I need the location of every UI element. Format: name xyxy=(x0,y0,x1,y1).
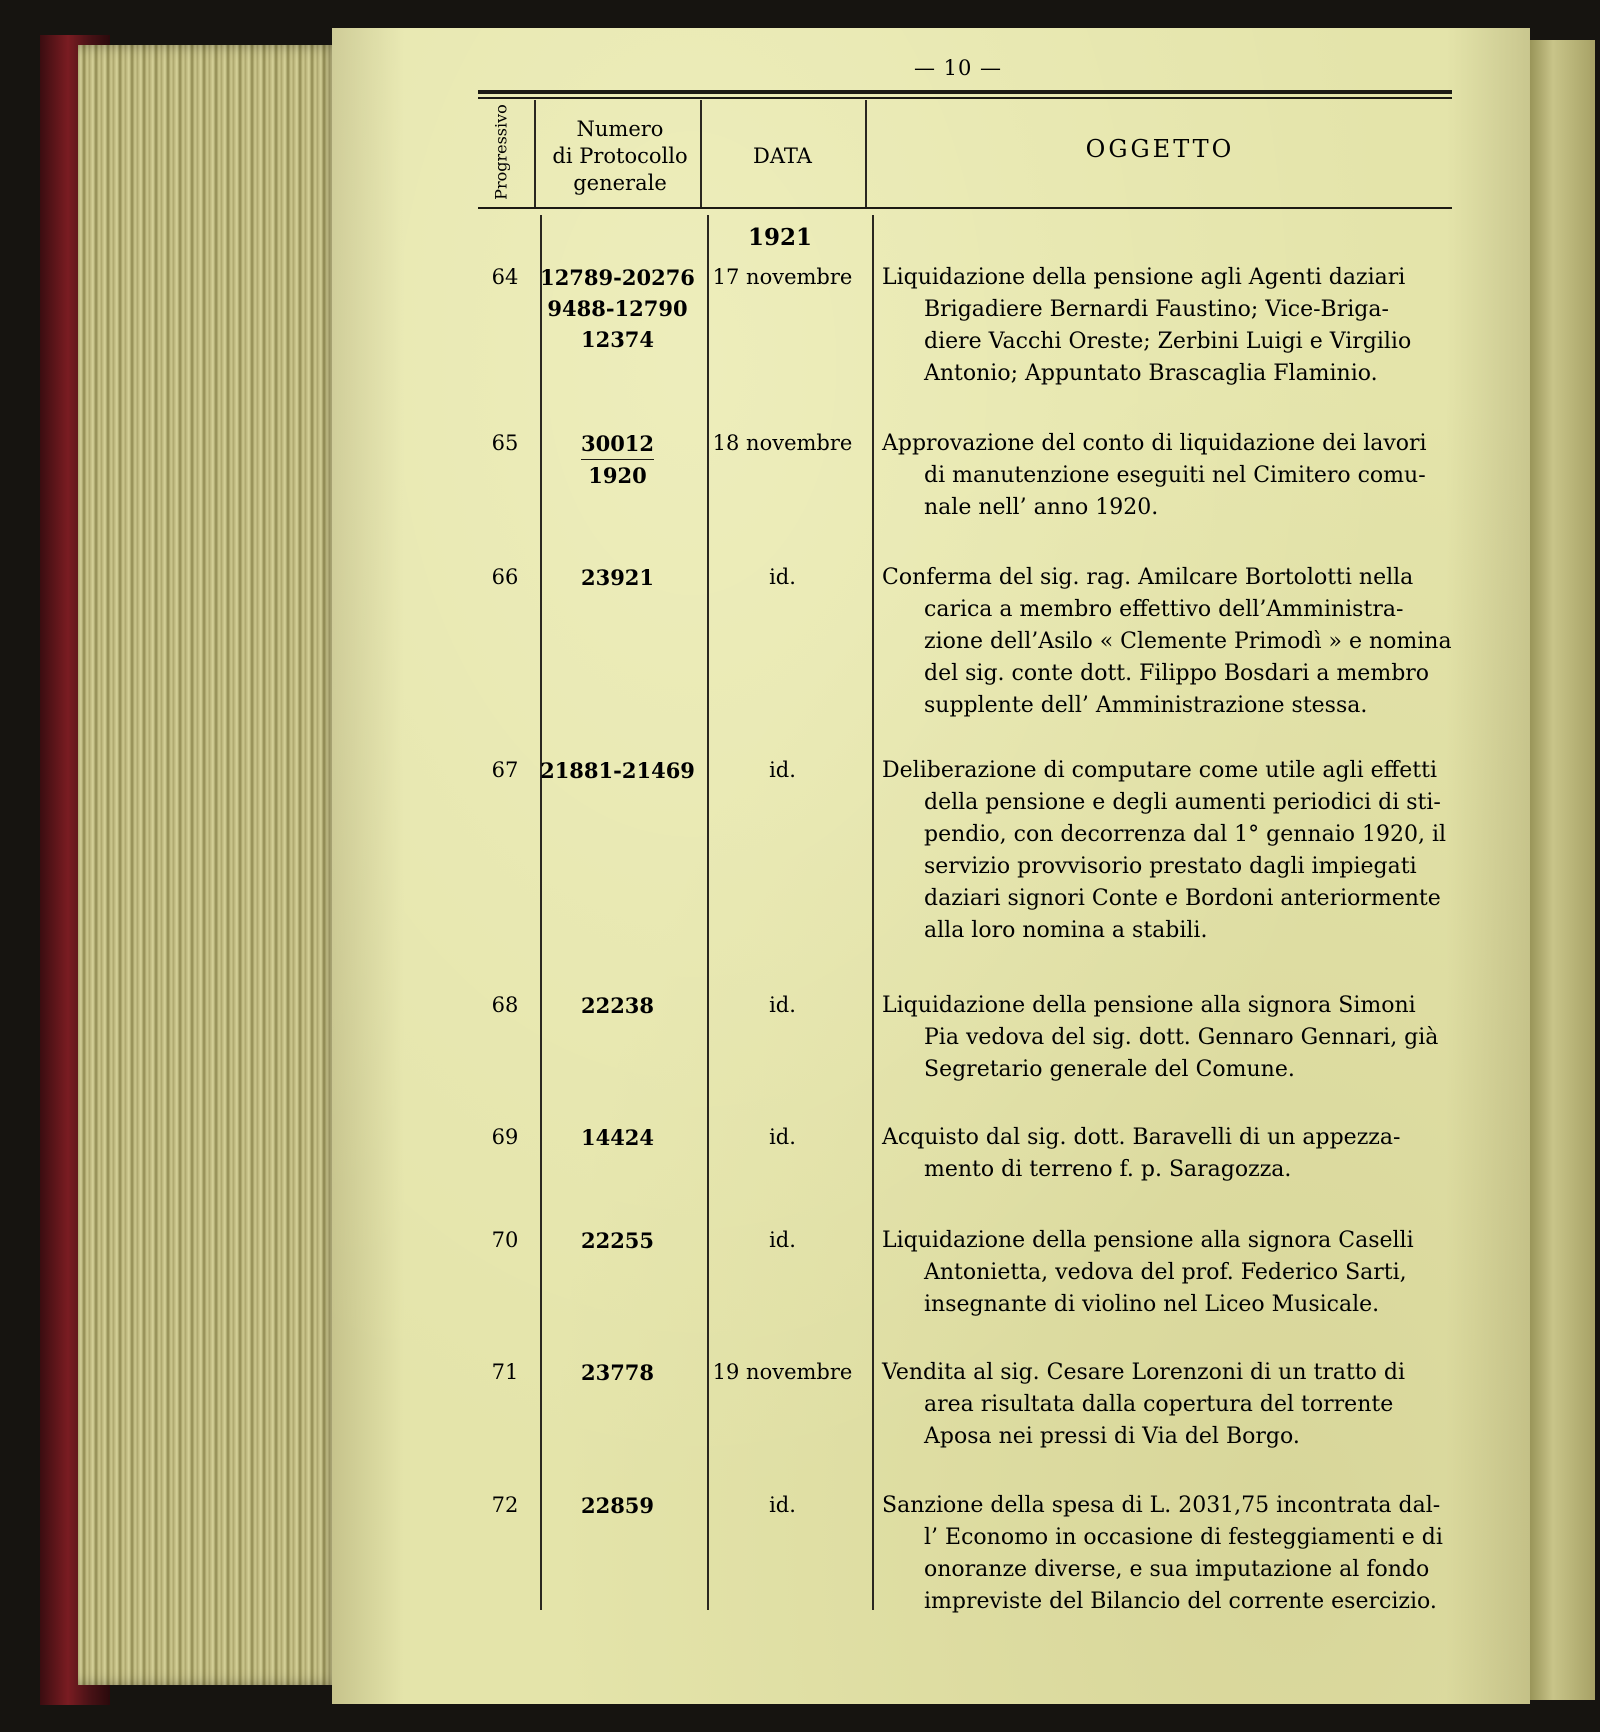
oggetto-line: di manutenzione eseguiti nel Cimitero comu- xyxy=(924,463,1426,488)
oggetto-line: nale nell’ anno 1920. xyxy=(924,495,1159,520)
row-oggetto xyxy=(882,755,1455,947)
oggetto-line: Acquisto dal sig. dott. Baravelli di un appezza- xyxy=(882,1125,1401,1150)
protocol-number: 22859 xyxy=(580,1493,655,1518)
row-data: 19 novembre xyxy=(712,1360,853,1384)
column-divider xyxy=(707,215,709,1610)
oggetto-line: zione dell’Asilo « Clemente Primodì » e nomina xyxy=(924,629,1452,654)
protocol-number: 23921 xyxy=(580,565,655,590)
row-data: id. xyxy=(769,758,796,782)
row-oggetto xyxy=(882,1357,1455,1453)
row-numero-protocollo xyxy=(535,1490,700,1521)
oggetto-line: Liquidazione della pensione agli Agenti daziari xyxy=(882,265,1406,290)
header-numero-line: Numero xyxy=(576,117,664,141)
oggetto-line: Deliberazione di computare come utile agli effetti xyxy=(882,758,1437,783)
row-numero-protocollo xyxy=(535,755,700,786)
protocol-number: 23778 xyxy=(580,1360,655,1385)
header-progressivo-label: Progressivo xyxy=(491,104,511,200)
oggetto-line: Aposa nei pressi di Via del Borgo. xyxy=(924,1424,1300,1449)
row-oggetto xyxy=(882,262,1455,390)
row-data: 17 novembre xyxy=(712,265,853,289)
header-divider xyxy=(534,100,536,207)
protocol-number: 21881-21469 xyxy=(540,758,695,783)
row-progressivo: 67 xyxy=(491,758,519,782)
oggetto-line: Sanzione della spesa di L. 2031,75 incontrata dal- xyxy=(882,1493,1441,1518)
oggetto-line: insegnante di violino nel Liceo Musicale. xyxy=(924,1292,1380,1317)
row-progressivo: 65 xyxy=(491,431,519,455)
row-oggetto xyxy=(882,1225,1455,1321)
page-stack-edge xyxy=(78,45,340,1685)
oggetto-line: Antonio; Appuntato Brascaglia Flaminio. xyxy=(924,361,1378,386)
oggetto-line: alla loro nomina a stabili. xyxy=(924,918,1208,943)
oggetto-line: Liquidazione della pensione alla signora Caselli xyxy=(882,1228,1414,1253)
oggetto-line: supplente dell’ Amministrazione stessa. xyxy=(924,693,1368,718)
oggetto-line: diere Vacchi Oreste; Zerbini Luigi e Virgilio xyxy=(924,329,1412,354)
header-numero xyxy=(540,116,700,197)
year-label: 1921 xyxy=(747,224,812,251)
oggetto-line: della pensione e degli aumenti periodici di sti- xyxy=(924,790,1441,815)
header-rule-thick xyxy=(478,90,1452,94)
oggetto-line: Pia vedova del sig. dott. Gennaro Gennari, già xyxy=(924,1025,1439,1050)
row-numero-protocollo xyxy=(535,990,700,1021)
protocol-number: 22255 xyxy=(580,1228,655,1253)
header-data: DATA xyxy=(753,144,812,168)
oggetto-line: impreviste del Bilancio del corrente esercizio. xyxy=(924,1589,1437,1614)
row-progressivo: 71 xyxy=(491,1360,519,1384)
column-divider xyxy=(872,215,874,1610)
protocol-number: 12374 xyxy=(580,327,655,352)
row-data: id. xyxy=(769,993,796,1017)
column-divider xyxy=(540,215,542,1610)
row-progressivo: 68 xyxy=(491,993,519,1017)
row-data: id. xyxy=(769,1125,796,1149)
row-oggetto xyxy=(882,562,1455,722)
row-progressivo: 66 xyxy=(491,565,519,589)
protocol-number: 22238 xyxy=(580,993,655,1018)
row-numero-protocollo xyxy=(535,428,700,491)
header-rule-thin xyxy=(478,97,1452,99)
oggetto-line: servizio provvisorio prestato dagli impiegati xyxy=(924,854,1417,879)
oggetto-line: Vendita al sig. Cesare Lorenzoni di un tratto di xyxy=(882,1360,1406,1385)
row-oggetto xyxy=(882,1122,1455,1186)
row-progressivo: 69 xyxy=(491,1125,519,1149)
oggetto-line: Segretario generale del Comune. xyxy=(924,1057,1295,1082)
header-numero-line: generale xyxy=(573,171,667,195)
oggetto-line: onoranze diverse, e sua imputazione al fondo xyxy=(924,1557,1430,1582)
row-progressivo: 64 xyxy=(491,265,519,289)
oggetto-line: l’ Economo in occasione di festeggiamenti e di xyxy=(924,1525,1443,1550)
row-numero-protocollo xyxy=(535,1122,700,1153)
oggetto-line: Antonietta, vedova del prof. Federico Sarti, xyxy=(924,1260,1407,1285)
row-numero-protocollo xyxy=(535,1225,700,1256)
row-progressivo: 72 xyxy=(491,1493,519,1517)
oggetto-line: daziari signori Conte e Bordoni anteriormente xyxy=(924,886,1441,911)
protocol-number: 9488-12790 xyxy=(547,296,688,321)
oggetto-line: del sig. conte dott. Filippo Bosdari a membro xyxy=(924,661,1430,686)
protocol-number: 30012 xyxy=(581,428,654,460)
row-numero-protocollo xyxy=(535,1357,700,1388)
row-oggetto xyxy=(882,1490,1455,1618)
row-progressivo: 70 xyxy=(491,1228,519,1252)
row-numero-protocollo xyxy=(535,262,700,355)
oggetto-line: Brigadiere Bernardi Faustino; Vice-Briga- xyxy=(924,297,1389,322)
row-data: id. xyxy=(769,1493,796,1517)
oggetto-line: area risultata dalla copertura del torrente xyxy=(924,1392,1394,1417)
oggetto-line: Liquidazione della pensione alla signora Simoni xyxy=(882,993,1416,1018)
header-oggetto: OGGETTO xyxy=(1085,135,1235,163)
page-number: — 10 — xyxy=(913,56,1003,80)
facing-page-edge xyxy=(1525,40,1595,1700)
row-data: 18 novembre xyxy=(712,431,853,455)
row-data: id. xyxy=(769,565,796,589)
protocol-number: 1920 xyxy=(588,463,647,488)
protocol-number: 12789-20276 xyxy=(540,265,695,290)
header-progressivo xyxy=(468,100,534,204)
header-numero-line: di Protocollo xyxy=(552,144,688,168)
oggetto-line: mento di terreno f. p. Saragozza. xyxy=(924,1157,1292,1182)
row-data: id. xyxy=(769,1228,796,1252)
oggetto-line: carica a membro effettivo dell’Amministra- xyxy=(924,597,1404,622)
oggetto-line: Approvazione del conto di liquidazione dei lavori xyxy=(882,431,1427,456)
row-oggetto xyxy=(882,990,1455,1086)
row-numero-protocollo xyxy=(535,562,700,593)
row-oggetto xyxy=(882,428,1455,524)
oggetto-line: Conferma del sig. rag. Amilcare Bortolotti nella xyxy=(882,565,1414,590)
protocol-number: 14424 xyxy=(580,1125,655,1150)
header-bottom-rule xyxy=(478,207,1452,209)
oggetto-line: pendio, con decorrenza dal 1° gennaio 1920, il xyxy=(924,822,1447,847)
